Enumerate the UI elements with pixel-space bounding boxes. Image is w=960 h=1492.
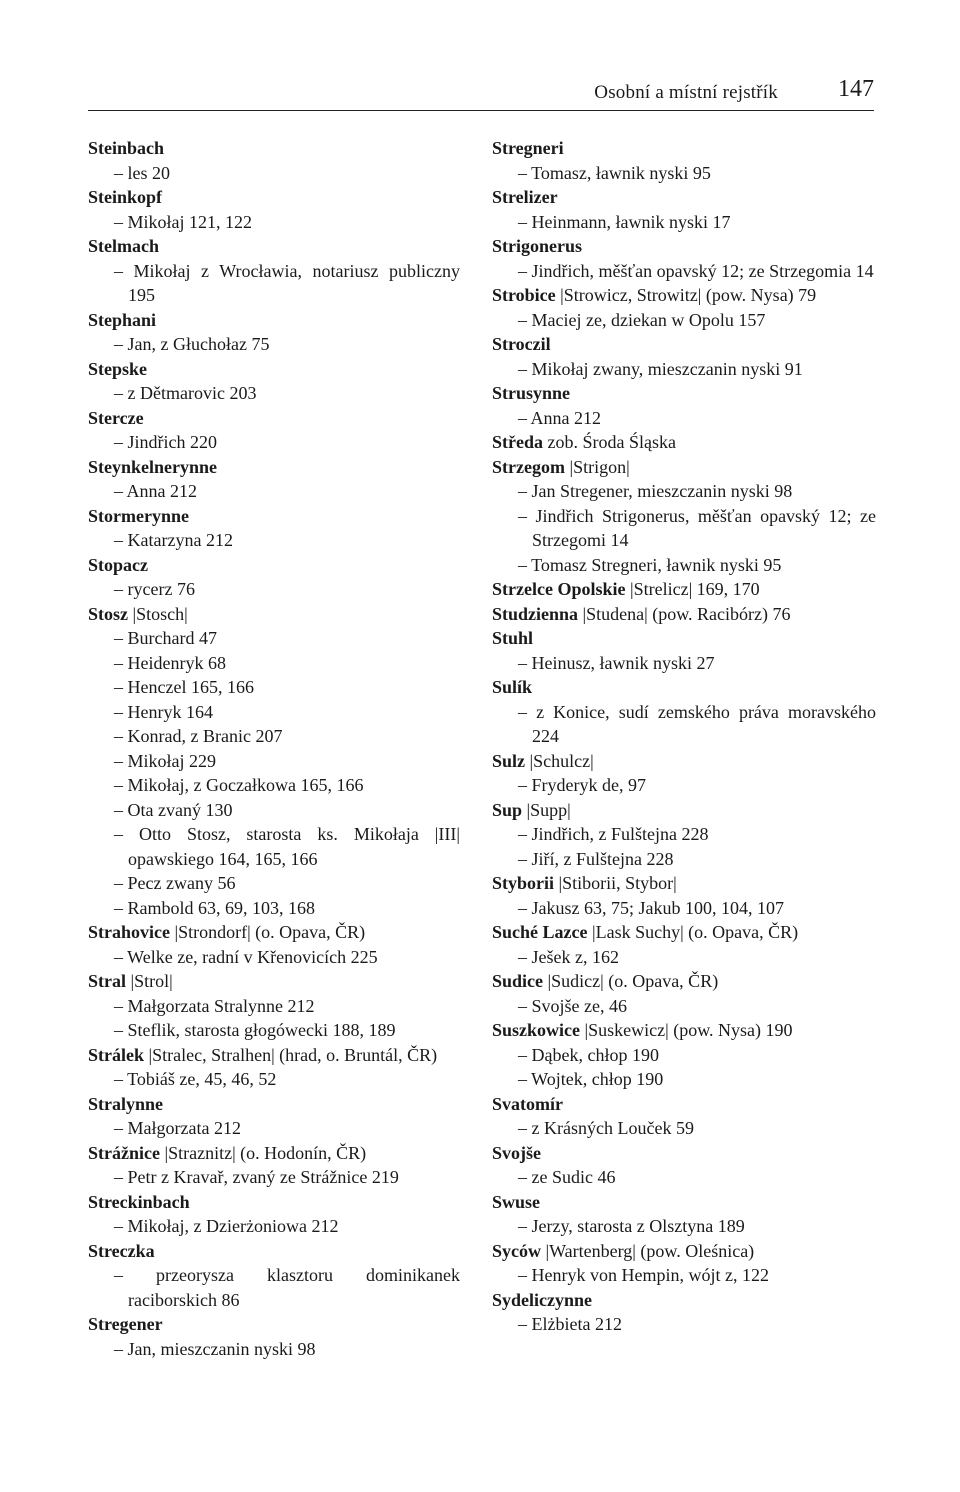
entry-heading: Sudice (492, 971, 544, 991)
entry-subentry: – Wojtek, chłop 190 (518, 1069, 664, 1089)
entry-heading: Studzienna (492, 603, 579, 624)
index-entry (88, 1190, 460, 1239)
entry-heading-line (88, 136, 460, 161)
entry-subentry: – Mikołaj z Wrocławia, notariusz publiczny 195 (114, 260, 460, 305)
entry-heading-line (88, 969, 460, 994)
entry-heading-line (492, 602, 876, 627)
index-entry (88, 136, 460, 185)
entry-heading: Stercze (88, 407, 144, 428)
entry-heading: Stephani (88, 309, 157, 330)
entry-heading-line (88, 1312, 460, 1337)
entry-subentry: – Małgorzata Stralynne 212 (114, 995, 315, 1016)
index-entry (492, 234, 876, 283)
entry-heading-detail: |Suskewicz| (pow. Nysa) 190 (580, 1020, 793, 1040)
entry-subentry: – Jan Stregener, mieszczanin nyski 98 (518, 481, 793, 501)
entry-subentry: – les 20 (114, 162, 170, 183)
index-entry (492, 920, 876, 969)
index-entry (492, 1092, 876, 1141)
entry-heading: Sydeliczynne (492, 1289, 593, 1310)
entry-heading-line (492, 1018, 876, 1043)
entry-heading: Svatomír (492, 1093, 563, 1114)
index-entry (492, 1239, 876, 1288)
entry-heading-detail: |Strondorf| (o. Opava, ČR) (169, 922, 366, 942)
index-entry (88, 553, 460, 602)
entry-subentry: – Dąbek, chłop 190 (518, 1044, 659, 1065)
entry-heading: Strobice (492, 285, 556, 305)
entry-heading: Sup (492, 799, 523, 820)
entry-subentry: – rycerz 76 (114, 579, 195, 599)
entry-heading: Strážnice (88, 1142, 160, 1163)
entry-heading: Steynkelnerynne (88, 456, 218, 477)
entry-heading-line (492, 1190, 876, 1215)
entry-heading-line (88, 234, 460, 259)
entry-subentry: – Mikołaj, z Goczałkowa 165, 166 (114, 775, 364, 795)
entry-heading-line (492, 455, 876, 480)
entry-subentry: – Pecz zwany 56 (114, 873, 236, 893)
entry-subentry: – Mikołaj 229 (114, 750, 216, 771)
entry-heading-detail: |Studena| (pow. Racibórz) 76 (578, 603, 791, 624)
entry-heading-line (88, 1043, 460, 1068)
entry-subentry: – Tomasz Stregneri, ławnik nyski 95 (518, 554, 782, 575)
entry-heading-line (492, 1239, 876, 1264)
entry-heading: Strelizer (492, 187, 558, 207)
entry-subentry: – ze Sudic 46 (518, 1167, 616, 1187)
entry-subentry: – Heinusz, ławnik nyski 27 (518, 652, 715, 673)
index-entry (88, 1141, 460, 1190)
entry-subentry: – Ješek z, 162 (518, 946, 619, 967)
index-entry (88, 357, 460, 406)
entry-subentry: – Mikołaj, z Dzierżoniowa 212 (114, 1216, 339, 1236)
entry-heading: Stral (88, 971, 126, 991)
entry-heading: Stepske (88, 358, 148, 379)
entry-subentry: – Jan, z Głuchołaz 75 (114, 334, 270, 354)
entry-heading: Syców (492, 1240, 541, 1261)
entry-heading-line (88, 455, 460, 480)
entry-subentry: – Maciej ze, dziekan w Opolu 157 (518, 309, 766, 330)
index-entry (88, 1239, 460, 1313)
entry-subentry: – Rambold 63, 69, 103, 168 (114, 897, 315, 918)
entry-heading: Stregneri (492, 138, 564, 158)
entry-subentry: – Małgorzata 212 (114, 1118, 241, 1138)
entry-subentry: – z Krásných Louček 59 (518, 1118, 694, 1138)
entry-subentry: – Elżbieta 212 (518, 1314, 622, 1334)
entry-heading: Svojše (492, 1142, 541, 1163)
index-entry (88, 1092, 460, 1141)
index-entry (88, 406, 460, 455)
entry-heading: Stuhl (492, 628, 534, 648)
entry-heading-detail: zob. Środa Śląska (543, 432, 676, 452)
entry-heading-line (88, 602, 460, 627)
entry-heading-line (88, 357, 460, 382)
entry-heading-line (88, 406, 460, 431)
entry-heading: Suszkowice (492, 1020, 581, 1040)
entry-subentry: – Steflik, starosta głogówecki 188, 189 (114, 1020, 396, 1040)
entry-subentry: – Mikołaj 121, 122 (114, 211, 252, 232)
entry-subentry: – Henczel 165, 166 (114, 677, 254, 697)
entry-heading-line (492, 969, 876, 994)
entry-heading-line (492, 234, 876, 259)
index-column-right (492, 136, 876, 1337)
entry-heading-detail: |Strol| (126, 971, 173, 991)
index-entry (88, 602, 460, 921)
running-header (88, 76, 874, 111)
entry-heading: Steinkopf (88, 187, 163, 207)
entry-subentry: – Konrad, z Branic 207 (114, 726, 283, 746)
index-entry (88, 504, 460, 553)
entry-subentry: – Jan, mieszczanin nyski 98 (114, 1338, 316, 1359)
entry-heading-line (492, 798, 876, 823)
entry-subentry: – z Konice, sudí zemského práva moravského 224 (518, 701, 876, 746)
entry-subentry: – Jiří, z Fulštejna 228 (518, 848, 674, 869)
entry-subentry: – przeorysza klasztoru dominikanek raciborskich 86 (114, 1265, 460, 1310)
entry-heading: Stregener (88, 1314, 163, 1334)
entry-heading-line (492, 1092, 876, 1117)
entry-heading: Suché Lazce (492, 922, 588, 942)
index-entry (492, 626, 876, 675)
entry-heading-detail: |Stiborii, Stybor| (554, 873, 677, 893)
entry-heading-detail: |Straznitz| (o. Hodonín, ČR) (159, 1142, 367, 1163)
entry-heading-line (88, 1092, 460, 1117)
index-entry (492, 283, 876, 332)
entry-heading: Streczka (88, 1240, 155, 1261)
index-entry (492, 871, 876, 920)
entry-subentry: – Tomasz, ławnik nyski 95 (518, 162, 711, 183)
entry-heading-detail: |Sudicz| (o. Opava, ČR) (543, 971, 719, 991)
entry-subentry: – Tobiáš ze, 45, 46, 52 (114, 1069, 277, 1089)
entry-subentry: – Jerzy, starosta z Olsztyna 189 (518, 1216, 745, 1236)
entry-subentry: – Jindřich, z Fulštejna 228 (518, 824, 709, 844)
entry-subentry: – Anna 212 (114, 481, 197, 501)
entry-heading: Stelmach (88, 236, 159, 256)
entry-subentry: – Jindřich Strigonerus, měšťan opavský 12; ze Strzegomi 14 (518, 505, 876, 550)
index-entry (88, 969, 460, 1043)
index-entry (88, 308, 460, 357)
index-entry (492, 185, 876, 234)
entry-subentry: – Heinmann, ławnik nyski 17 (518, 211, 731, 232)
entry-heading-line (88, 504, 460, 529)
entry-subentry: – Burchard 47 (114, 628, 217, 648)
entry-heading: Strzelce Opolskie (492, 579, 626, 599)
index-entry (492, 381, 876, 430)
entry-subentry: – Jakusz 63, 75; Jakub 100, 104, 107 (518, 897, 784, 918)
entry-heading: Styborii (492, 873, 555, 893)
entry-heading-line (88, 553, 460, 578)
entry-heading-detail: |Stralec, Stralhen| (hrad, o. Bruntál, ČR) (144, 1044, 438, 1065)
entry-heading: Strigonerus (492, 236, 582, 256)
entry-heading-line (492, 675, 876, 700)
running-title: Osobní a místní rejstřík (594, 82, 778, 103)
entry-heading-line (492, 283, 876, 308)
entry-heading-line (88, 1239, 460, 1264)
entry-heading: Sulz (492, 750, 526, 771)
index-entry (492, 675, 876, 749)
entry-heading-line (492, 920, 876, 945)
index-entry (492, 1141, 876, 1190)
entry-heading: Sulík (492, 677, 533, 697)
entry-subentry: – Henryk 164 (114, 701, 213, 722)
index-entry (492, 332, 876, 381)
entry-heading-line (88, 308, 460, 333)
entry-subentry: – z Dětmarovic 203 (114, 383, 257, 403)
entry-heading-detail: |Strelicz| 169, 170 (625, 579, 760, 599)
entry-heading-line (492, 185, 876, 210)
entry-heading-detail: |Wartenberg| (pow. Oleśnica) (541, 1240, 755, 1261)
entry-subentry: – Mikołaj zwany, mieszczanin nyski 91 (518, 358, 803, 379)
index-entry (88, 185, 460, 234)
entry-subentry: – Heidenryk 68 (114, 652, 226, 673)
entry-subentry: – Ota zvaný 130 (114, 799, 233, 820)
entry-subentry: – Petr z Kravař, zvaný ze Strážnice 219 (114, 1167, 399, 1187)
index-entry (88, 1312, 460, 1361)
entry-heading: Steinbach (88, 138, 165, 158)
entry-heading-detail: |Strowicz, Strowitz| (pow. Nysa) 79 (555, 285, 817, 305)
entry-heading: Stroczil (492, 334, 551, 354)
entry-heading-line (492, 871, 876, 896)
index-entry (492, 798, 876, 872)
index-entry (492, 1018, 876, 1092)
index-entry (492, 455, 876, 578)
entry-subentry: – Jindřich 220 (114, 432, 217, 452)
index-entry (88, 1043, 460, 1092)
entry-heading-line (88, 1141, 460, 1166)
index-entry (492, 1288, 876, 1337)
entry-heading: Středa (492, 432, 543, 452)
index-entry (492, 1190, 876, 1239)
entry-heading-line (492, 381, 876, 406)
index-entry (492, 577, 876, 602)
index-entry (88, 455, 460, 504)
entry-heading-detail: |Stosch| (128, 603, 188, 624)
entry-subentry: – Otto Stosz, starosta ks. Mikołaja |III| opawskiego 164, 165, 166 (114, 824, 460, 869)
entry-heading: Strálek (88, 1044, 144, 1065)
entry-heading: Stosz (88, 603, 128, 624)
entry-heading-line (492, 332, 876, 357)
entry-subentry: – Henryk von Hempin, wójt z, 122 (518, 1265, 769, 1285)
entry-heading-line (492, 430, 876, 455)
entry-heading: Stormerynne (88, 505, 189, 526)
entry-heading: Swuse (492, 1191, 541, 1212)
entry-heading-line (88, 185, 460, 210)
entry-heading-line (492, 577, 876, 602)
entry-heading: Stopacz (88, 554, 148, 575)
entry-heading-line (88, 920, 460, 945)
page-number: 147 (838, 76, 874, 102)
entry-heading: Stralynne (88, 1093, 164, 1114)
entry-heading-detail: |Strigon| (564, 456, 630, 477)
index-entry (88, 234, 460, 308)
entry-subentry: – Anna 212 (518, 407, 601, 428)
entry-subentry: – Jindřich, měšťan opavský 12; ze Strzegomia 14 (518, 260, 874, 281)
entry-subentry: – Fryderyk de, 97 (518, 775, 646, 795)
index-entry (492, 969, 876, 1018)
entry-heading: Strzegom (492, 456, 565, 477)
entry-heading: Strahovice (88, 922, 170, 942)
index-column-left (88, 136, 460, 1361)
entry-heading-line (492, 1141, 876, 1166)
entry-heading-line (492, 626, 876, 651)
index-entry (492, 602, 876, 627)
index-entry (492, 430, 876, 455)
entry-heading-line (88, 1190, 460, 1215)
entry-subentry: – Welke ze, radní v Křenovicích 225 (114, 946, 378, 967)
entry-heading-line (492, 1288, 876, 1313)
index-entry (88, 920, 460, 969)
entry-heading-detail: |Schulcz| (525, 750, 594, 771)
index-entry (492, 749, 876, 798)
entry-heading: Strusynne (492, 383, 571, 403)
index-entry (492, 136, 876, 185)
entry-heading-line (492, 136, 876, 161)
entry-heading: Streckinbach (88, 1191, 190, 1212)
entry-heading-detail: |Lask Suchy| (o. Opava, ČR) (587, 922, 799, 942)
entry-subentry: – Katarzyna 212 (114, 530, 233, 550)
entry-heading-line (492, 749, 876, 774)
entry-subentry: – Svojše ze, 46 (518, 995, 627, 1016)
entry-heading-detail: |Supp| (522, 799, 571, 820)
